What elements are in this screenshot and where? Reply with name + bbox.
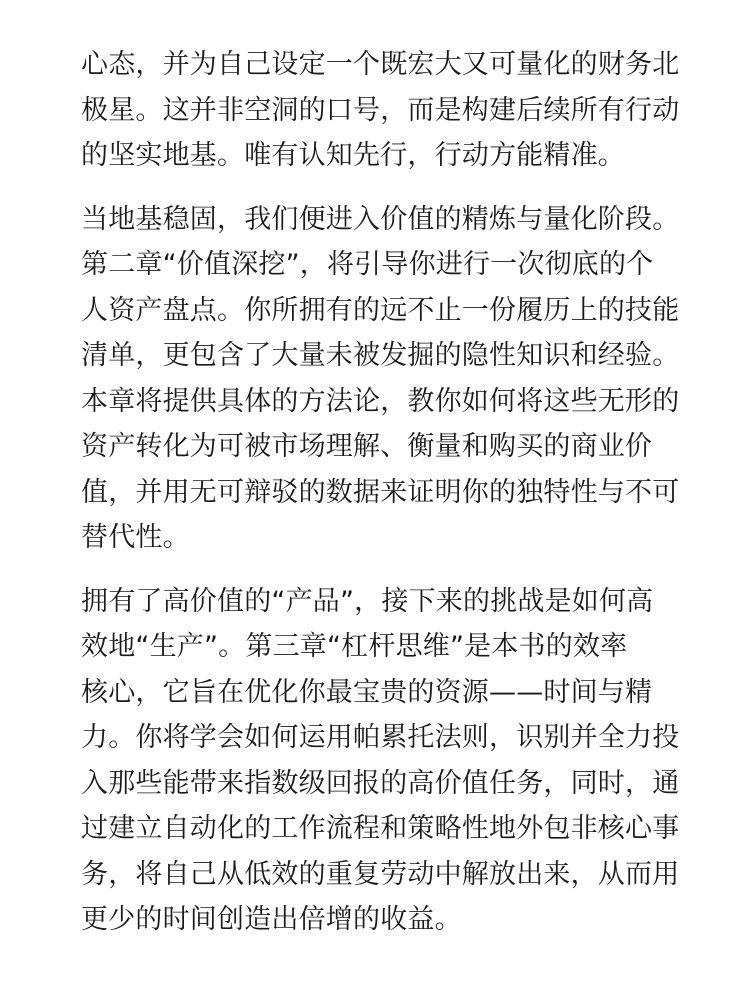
text-line: 力。你将学会如何运用帕累托法则，识别并全力投 [81, 722, 680, 753]
text-line: 核心，它旨在优化你最宝贵的资源——时间与精 [81, 676, 653, 708]
text-line: 拥有了高价值的“产品”，接下来的挑战是如何高 [81, 585, 654, 617]
text-line: 清单，更包含了大量未被发掘的隐性知识和经验。 [81, 340, 680, 371]
text-line: 值，并用无可辩驳的数据来证明你的独特性与不可 [81, 476, 680, 508]
body-text [81, 42, 681, 961]
text-line: 当地基稳固，我们便进入价值的精炼与量化阶段。 [81, 203, 680, 235]
text-line: 的坚实地基。唯有认知先行，行动方能精准。 [81, 140, 625, 171]
text-line: 过建立自动化的工作流程和策略性地外包非核心事 [81, 813, 680, 844]
text-line: 更少的时间创造出倍增的收益。 [81, 904, 462, 935]
text-line: 效地“生产”。第三章“杠杆思维”是本书的效率 [81, 631, 628, 662]
text-line: 资产转化为可被市场理解、衡量和购买的商业价 [81, 431, 653, 462]
text-line: 本章将提供具体的方法论，教你如何将这些无形的 [81, 385, 680, 417]
paragraph-2 [81, 197, 681, 561]
text-line: 第二章“价值深挖”，将引导你进行一次彻底的个 [81, 249, 654, 280]
text-line: 替代性。 [81, 522, 190, 553]
text-line: 极星。这并非空洞的口号，而是构建后续所有行动 [81, 94, 680, 126]
text-line: 务，将自己从低效的重复劳动中解放出来，从而用 [81, 858, 680, 890]
paragraph-3 [81, 579, 681, 943]
paragraph-1 [81, 42, 681, 179]
text-line: 入那些能带来指数级回报的高价值任务，同时，通 [81, 767, 680, 799]
text-line: 人资产盘点。你所拥有的远不止一份履历上的技能 [81, 294, 680, 326]
text-line: 心态，并为自己设定一个既宏大又可量化的财务北 [81, 49, 680, 80]
